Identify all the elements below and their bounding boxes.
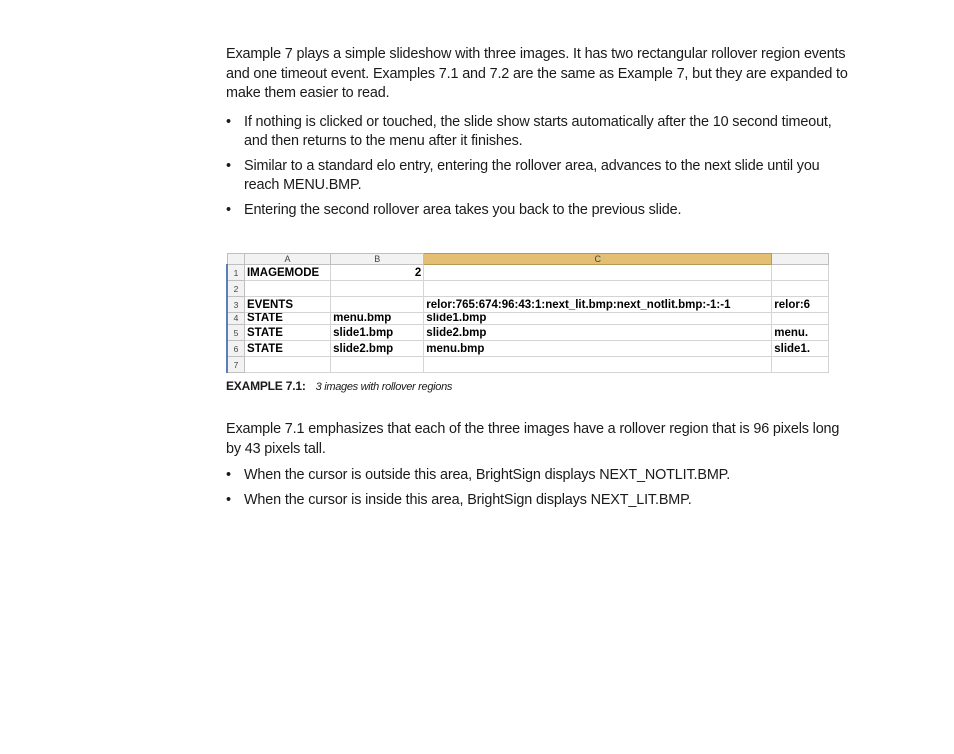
table-row [227,313,829,325]
table-row [227,325,829,341]
details-bullet-list [226,466,856,510]
cell: relor:765:674:96:43:1:next_lit.bmp:next_notlit.bmp:-1:-1 [424,297,772,313]
bullet-text: When the cursor is outside this area, BrightSign displays NEXT_NOTLIT.BMP. [244,467,731,483]
cell: 2 [331,265,424,281]
table-row [227,341,829,357]
cell [772,265,829,281]
bullet-text: If nothing is clicked or touched, the slide show starts automatically after the 10 second timeout, and then returns to the menu after it finishes. [244,113,832,149]
details-section [226,420,856,516]
bullet-text: Similar to a standard elo entry, entering the rollover area, advances to the next slide until you reach MENU.BMP. [244,157,820,193]
cell [331,357,424,373]
cell: slide2.bmp [424,325,772,341]
cell: STATE [244,325,330,341]
intro-paragraph: Example 7 plays a simple slideshow with three images. It has two rectangular rollover region events and one timeout event. Examples 7.1 and 7.2 are the same as Example 7, but they are expanded to make them easier to read. [226,46,848,101]
cell: menu.bmp [331,313,424,325]
bullet-glyph: • [226,201,231,218]
cell: slide1.bmp [331,325,424,341]
spreadsheet-figure [226,253,829,377]
cell: menu.bmp [424,341,772,357]
list-item [226,113,856,151]
cell [424,281,772,297]
cell [244,357,330,373]
bullet-text: Entering the second rollover area takes you back to the previous slide. [244,201,682,218]
caption-label: EXAMPLE 7.1: [226,379,306,393]
bullet-glyph: • [226,157,231,174]
cell [424,357,772,373]
cell: slide2.bmp [331,341,424,357]
row-header: 6 [227,341,244,357]
list-item [226,201,856,220]
cell [244,281,330,297]
details-paragraph: Example 7.1 emphasizes that each of the three images have a rollover region that is 96 pixels long by 43 pixels tall. [226,421,840,457]
cell [772,313,829,325]
cell [331,297,424,313]
cell: relor:6 [772,297,829,313]
cell: menu. [772,325,829,341]
cell: slide1. [772,341,829,357]
cell [331,281,424,297]
bullet-text: When the cursor is inside this area, BrightSign displays NEXT_LIT.BMP. [244,492,692,508]
column-header-b: B [331,254,424,265]
corner-cell [227,254,244,265]
intro-section [226,45,856,226]
cell: EVENTS [244,297,330,313]
spreadsheet-table [226,253,829,373]
row-header: 4 [227,313,244,325]
table-row [227,281,829,297]
column-header-c: C [424,254,772,265]
list-item [226,491,856,510]
row-header: 1 [227,265,244,281]
cell: STATE [244,341,330,357]
column-header-row [227,254,829,265]
intro-bullet-list [226,113,856,220]
cell: STATE [244,313,330,325]
row-header: 3 [227,297,244,313]
caption-text: 3 images with rollover regions [315,381,453,393]
cell: slide1.bmp [424,313,772,325]
column-header-d [772,254,829,265]
table-row [227,297,829,313]
row-header: 5 [227,325,244,341]
column-header-a: A [244,254,330,265]
table-row [227,265,829,281]
cell: IMAGEMODE [244,265,330,281]
cell [772,357,829,373]
cell [424,265,772,281]
table-row [227,357,829,373]
row-header: 2 [227,281,244,297]
list-item [226,157,856,195]
bullet-glyph: • [226,492,231,508]
figure-caption [226,378,452,395]
cell [772,281,829,297]
bullet-glyph: • [226,467,231,483]
bullet-glyph: • [226,113,231,130]
row-header: 7 [227,357,244,373]
list-item [226,466,856,485]
